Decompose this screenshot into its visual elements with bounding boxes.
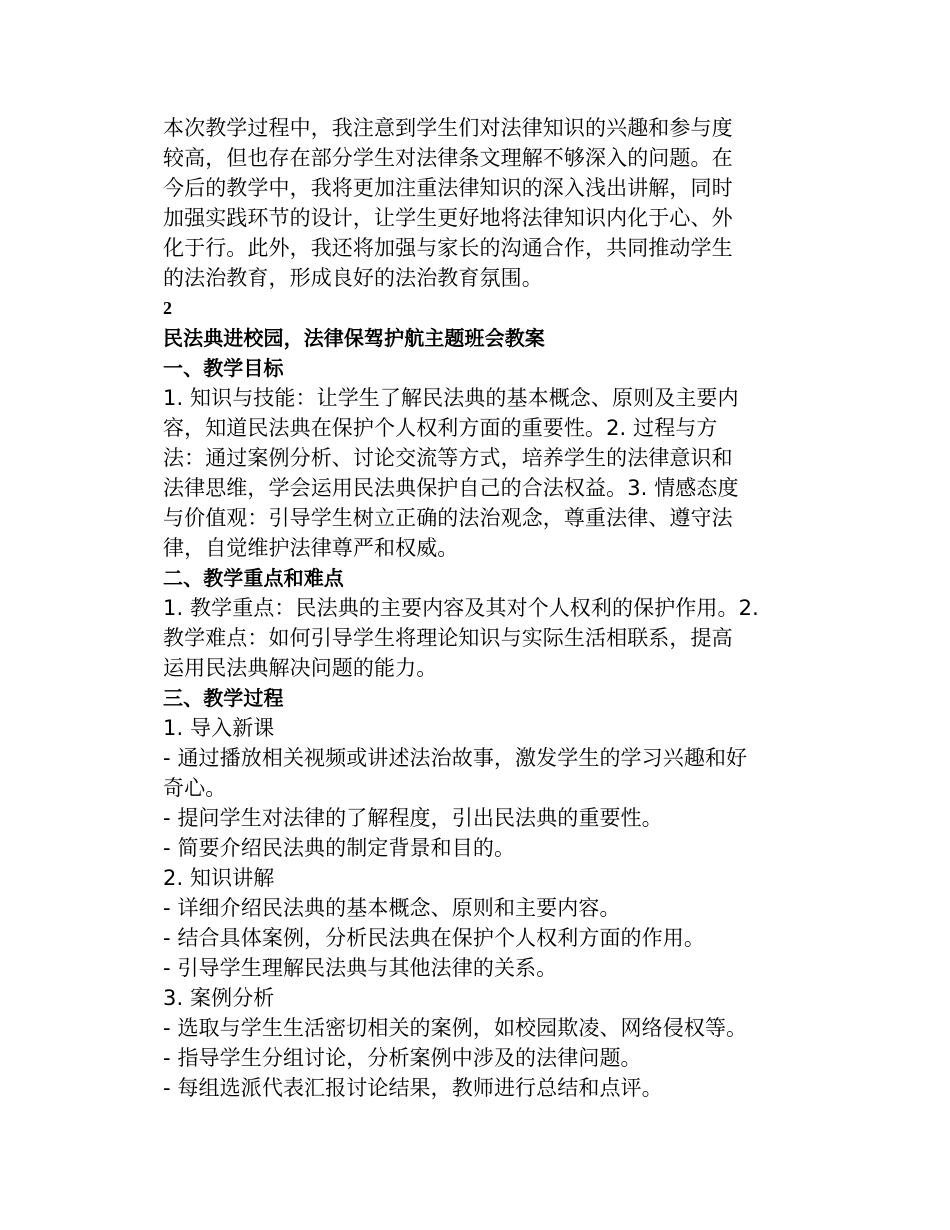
process-line: - 通过播放相关视频或讲述法治故事，激发学生的学习兴趣和好 (163, 746, 748, 770)
objectives-line: 法律思维，学会运用民法典保护自己的合法权益。3. 情感态度 (163, 476, 739, 500)
objectives-line: 容，知道民法典在保护个人权利方面的重要性。2. 过程与方 (163, 416, 718, 440)
key-points-line: 1. 教学重点：民法典的主要内容及其对个人权利的保护作用。2. (163, 596, 759, 620)
intro-line: 今后的教学中，我将更加注重法律知识的深入浅出讲解，同时 (163, 176, 733, 200)
key-points-line: 运用民法典解决问题的能力。 (163, 656, 438, 680)
document-page (163, 113, 803, 1103)
objectives-line: 与价值观：引导学生树立正确的法治观念，尊重法律、遵守法 (163, 506, 733, 530)
process-line: - 引导学生理解民法典与其他法律的关系。 (163, 956, 558, 980)
process-line: 1. 导入新课 (163, 716, 275, 740)
section-heading-process: 三、教学过程 (163, 686, 284, 710)
intro-line: 加强实践环节的设计，让学生更好地将法律知识内化于心、外 (163, 206, 733, 230)
process-line: - 结合具体案例，分析民法典在保护个人权利方面的作用。 (163, 926, 705, 950)
page-number: 2 (163, 298, 173, 318)
objectives-line: 1. 知识与技能：让学生了解民法典的基本概念、原则及主要内 (163, 386, 739, 410)
process-line: - 每组选派代表汇报讨论结果，教师进行总结和点评。 (163, 1076, 663, 1100)
key-points-line: 教学难点：如何引导学生将理论知识与实际生活相联系，提高 (163, 626, 733, 650)
section-heading-objectives: 一、教学目标 (163, 356, 284, 380)
process-line: - 选取与学生生活密切相关的案例，如校园欺凌、网络侵权等。 (163, 1016, 748, 1040)
process-line: - 简要介绍民法典的制定背景和目的。 (163, 836, 516, 860)
process-line: 奇心。 (163, 776, 227, 800)
intro-line: 化于行。此外，我还将加强与家长的沟通合作，共同推动学生 (163, 236, 733, 260)
intro-line: 的法治教育，形成良好的法治教育氛围。 (163, 266, 543, 290)
process-line: - 详细介绍民法典的基本概念、原则和主要内容。 (163, 896, 621, 920)
section-heading-key-points: 二、教学重点和难点 (163, 566, 344, 590)
intro-line: 较高，但也存在部分学生对法律条文理解不够深入的问题。在 (163, 146, 733, 170)
intro-line: 本次教学过程中，我注意到学生们对法律知识的兴趣和参与度 (163, 116, 733, 140)
process-line: - 提问学生对法律的了解程度，引出民法典的重要性。 (163, 806, 663, 830)
objectives-line: 律，自觉维护法律尊严和权威。 (163, 536, 459, 560)
process-line: - 指导学生分组讨论，分析案例中涉及的法律问题。 (163, 1046, 642, 1070)
process-line: 3. 案例分析 (163, 986, 275, 1010)
document-title: 民法典进校园，法律保驾护航主题班会教案 (163, 326, 545, 350)
process-line: 2. 知识讲解 (163, 866, 275, 890)
objectives-line: 法：通过案例分析、讨论交流等方式，培养学生的法律意识和 (163, 446, 733, 470)
